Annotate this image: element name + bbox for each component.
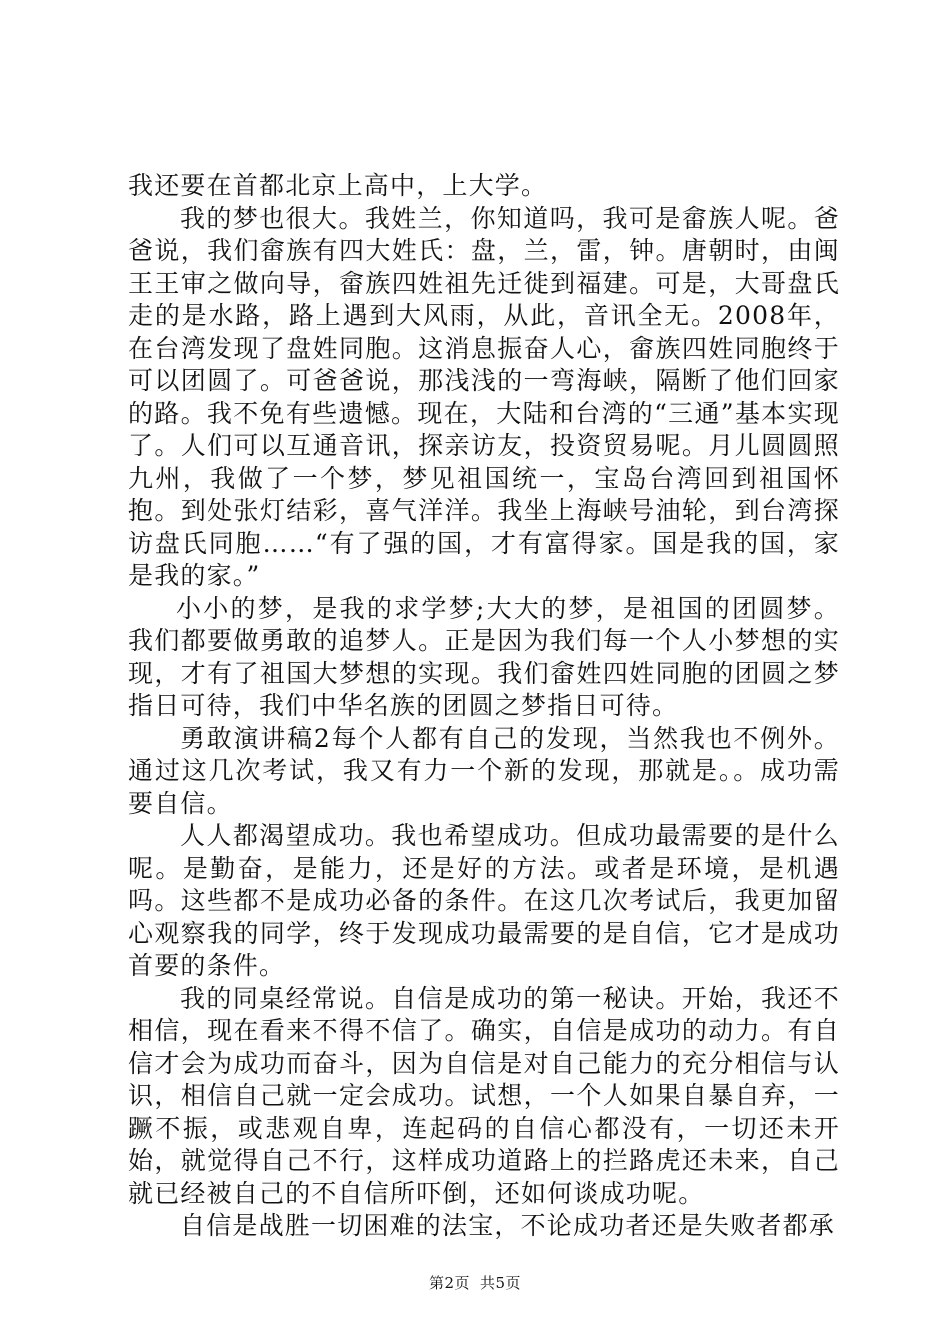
page-number: 第2页 xyxy=(428,1274,470,1292)
page-footer xyxy=(0,1272,950,1293)
paragraph-7: 自信是战胜一切困难的法宝，不论成功者还是失败者都承 xyxy=(180,1211,836,1240)
paragraph-4: 勇敢演讲稿2每个人都有自己的发现，当然我也不例外。通过这几次考试，我又有力一个新的发现，那就是。。成功需要自信。 xyxy=(128,723,840,818)
paragraph-1: 我还要在首都北京上高中，上大学。 xyxy=(128,171,548,200)
paragraph-2: 我的梦也很大。我姓兰，你知道吗，我可是畲族人呢。爸爸说，我们畲族有四大姓氏：盘，兰，雷，钟。唐朝时，由闽王王审之做向导，畲族四姓祖先迁徙到福建。可是，大哥盘氏走的是水路，路上遇到大风雨，从此，音讯全无。2008年，在台湾发现了盘姓同胞。这消息振奋人心，畲族四姓同胞终于可以团圆了。可爸爸说，那浅浅的一弯海峡，隔断了他们回家的路。我不免有些遗憾。现在，大陆和台湾的“三通”基本实现了。人们可以互通音讯，探亲访友，投资贸易呢。月儿圆圆照九州，我做了一个梦，梦见祖国统一，宝岛台湾回到祖国怀抱。到处张灯结彩，喜气洋洋。我坐上海峡号油轮，到台湾探访盘氏同胞……“有了强的国，才有富得家。国是我的国，家是我的家。” xyxy=(128,203,840,590)
paragraph-6: 我的同桌经常说。自信是成功的第一秘诀。开始，我还不相信，现在看来不得不信了。确实，自信是成功的动力。有自信才会为成功而奋斗，因为自信是对自己能力的充分相信与认识，相信自己就一定会成功。试想，一个人如果自暴自弃，一蹶不振，或悲观自卑，连起码的自信心都没有，一切还未开始，就觉得自己不行，这样成功道路上的拦路虎还未来，自己就已经被自己的不自信所吓倒，还如何谈成功呢。 xyxy=(128,983,840,1208)
page-total: 共5页 xyxy=(480,1274,522,1292)
paragraph-3: 小小的梦，是我的求学梦;大大的梦，是祖国的团圆梦。我们都要做勇敢的追梦人。正是因为我们每一个人小梦想的实现，才有了祖国大梦想的实现。我们畲姓四姓同胞的团圆之梦指日可待，我们中华名族的团圆之梦指日可待。 xyxy=(128,593,840,720)
document-body xyxy=(128,170,840,1243)
paragraph-5: 人人都渴望成功。我也希望成功。但成功最需要的是什么呢。是勤奋，是能力，还是好的方法。或者是环境，是机遇吗。这些都不是成功必备的条件。在这几次考试后，我更加留心观察我的同学，终于发现成功最需要的是自信，它才是成功首要的条件。 xyxy=(128,821,840,980)
